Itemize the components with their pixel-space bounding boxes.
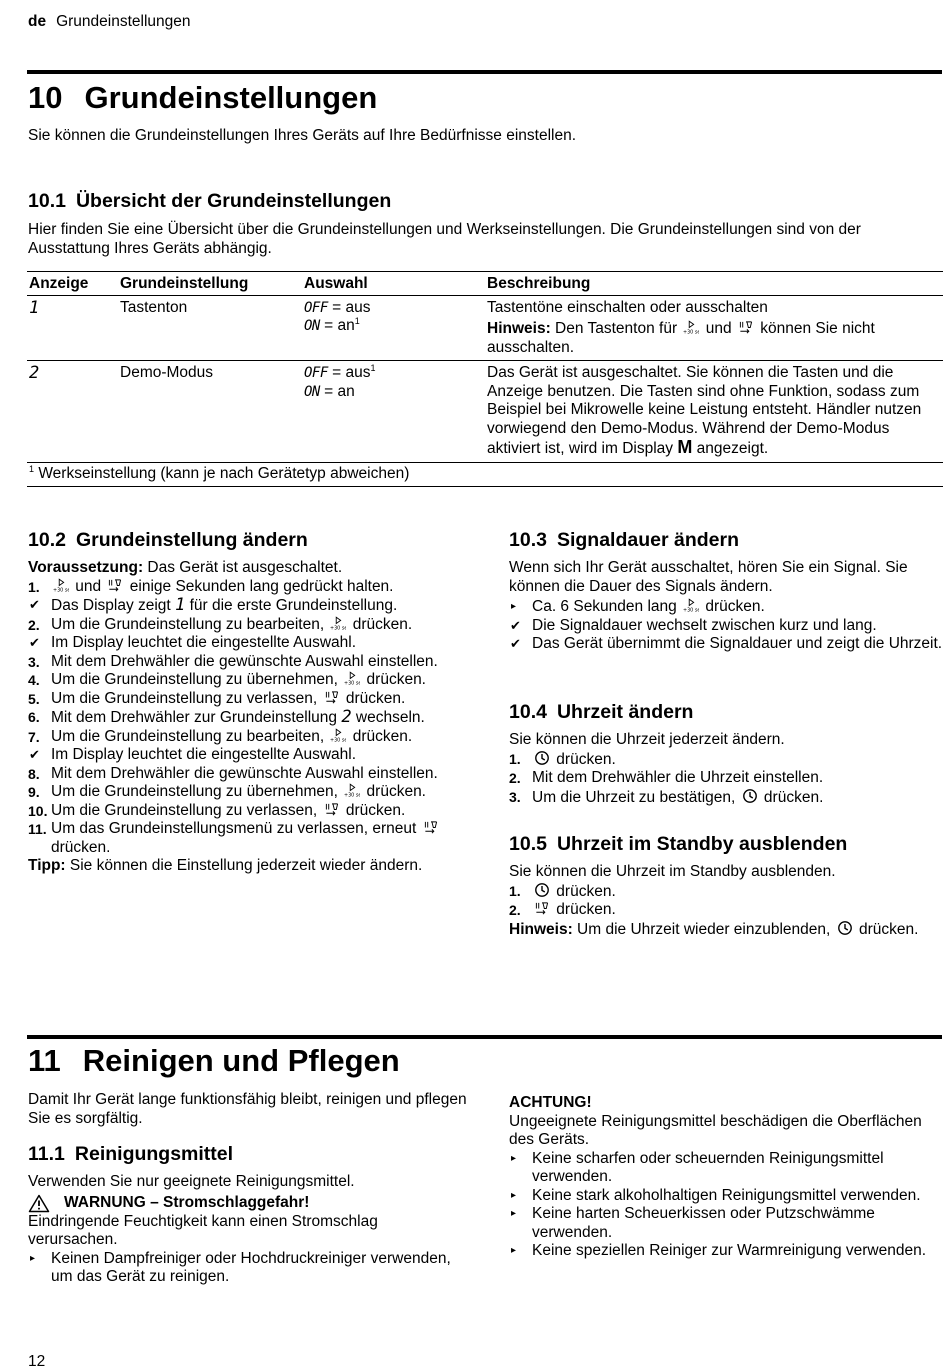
warning-heading (28, 1194, 468, 1213)
table-row (27, 295, 943, 361)
stop-clear-icon (107, 578, 123, 593)
list-item-text: Die Signaldauer wechselt zwischen kurz und lang. (532, 616, 877, 634)
section-title: Übersicht der Grundeinstellungen (75, 190, 392, 212)
list-item-text: Um die Grundeinstellung zu verlassen, (51, 801, 322, 819)
start-plus30sec-icon (330, 616, 346, 631)
bullet-triangle-icon: ▸ (511, 1245, 517, 1256)
start-plus30sec-icon (344, 783, 360, 798)
list-marker: ✔ (29, 635, 40, 650)
bullet-triangle-icon: ▸ (30, 1252, 36, 1264)
list-item (509, 769, 945, 788)
list-marker: 2. (509, 770, 521, 786)
hint-text: Um die Uhrzeit wieder einzublenden, (572, 920, 835, 938)
list-item-text: drücken. (552, 901, 616, 918)
section-heading-10-4 (509, 700, 945, 724)
display-code: OFF (304, 299, 328, 316)
table-footnote-row (27, 462, 943, 487)
list-item-text: drücken. (51, 838, 111, 856)
list-item (28, 596, 468, 616)
list-marker: 2. (509, 902, 521, 918)
list-item (509, 1150, 945, 1187)
chapter-number: 10 (28, 80, 63, 115)
section-number: 10.2 (28, 529, 66, 551)
list-item (28, 671, 468, 690)
caution-title: ACHTUNG! (509, 1094, 592, 1111)
section-10-2 (28, 528, 468, 876)
start-plus30sec-icon (344, 671, 360, 686)
option-text: = aus (327, 298, 371, 316)
list-marker: 1. (28, 578, 40, 595)
display-code: 1 (29, 297, 40, 318)
display-code: ON (304, 318, 320, 334)
list-item-text: für die erste Grundeinstellung. (185, 597, 398, 614)
bullet-triangle-icon: ▸ (511, 1208, 517, 1219)
section-number: 10.3 (509, 529, 547, 551)
description-cell (485, 361, 943, 463)
options-cell (302, 295, 485, 361)
header-setting: Grundeinstellung (120, 275, 249, 292)
display-code: 2 (341, 707, 352, 727)
list-item-text: Um die Grundeinstellung zu übernehmen, (51, 671, 343, 688)
list-item (28, 820, 468, 857)
list-marker: 8. (28, 765, 40, 782)
list-marker: ▸ (511, 601, 517, 612)
list-item-text: Mit dem Drehwähler zur Grundeinstellung (51, 709, 342, 726)
steps-list (28, 578, 468, 858)
clock-icon (534, 882, 550, 898)
section-heading-10-5 (509, 832, 945, 856)
list-item-text: drücken. (348, 615, 413, 633)
list-item-text: drücken. (701, 598, 765, 615)
option-text: = aus (327, 364, 371, 381)
list-item-text: drücken. (341, 801, 406, 819)
chapter-rule (27, 70, 942, 74)
caution-list (509, 1150, 945, 1261)
section-heading-11-1 (28, 1142, 468, 1166)
chapter-title (28, 80, 377, 116)
description-cell (485, 295, 943, 361)
list-marker: 1. (509, 882, 521, 899)
setting-name: Demo-Modus (120, 364, 214, 381)
list-item-text: drücken. (362, 783, 426, 800)
caution-text: Ungeeignete Reinigungsmittel beschädigen die Oberflächen des Geräts. (509, 1112, 922, 1148)
display-code: 2 (29, 363, 40, 383)
header-display: Anzeige (29, 275, 89, 292)
list-item (509, 882, 945, 902)
list-item (509, 617, 945, 636)
list-item (509, 598, 945, 617)
list-marker: 3. (28, 653, 40, 670)
list-item-text: drücken. (341, 689, 406, 707)
list-item-text: Mit dem Drehwähler die Uhrzeit einstellen. (532, 769, 824, 786)
table-footnote (27, 462, 943, 487)
list-item (509, 1205, 945, 1242)
clock-icon (742, 788, 758, 804)
list-item (509, 635, 945, 654)
list-item-text: Um die Grundeinstellung zu verlassen, (51, 689, 322, 707)
section-10-3 (509, 528, 945, 654)
section-heading-10-2 (28, 528, 468, 552)
list-item (28, 578, 468, 597)
list-item-text: drücken. (362, 671, 426, 688)
section-title: Reinigungsmittel (74, 1143, 234, 1165)
description-text: angezeigt. (692, 440, 769, 457)
clock-icon (837, 920, 853, 936)
precondition-label: Voraussetzung: (28, 559, 144, 576)
list-item-text: wechseln. (351, 709, 425, 726)
list-item (28, 746, 468, 765)
list-marker: ✔ (29, 597, 40, 612)
stop-clear-icon (534, 901, 550, 916)
list-marker: ✔ (510, 636, 521, 651)
section-title: Signaldauer ändern (556, 529, 739, 551)
clock-icon (534, 750, 550, 766)
settings-table (27, 271, 943, 487)
stop-clear-icon (738, 320, 754, 335)
list-item-text: Im Display leuchtet die eingestellte Auswahl. (51, 746, 356, 763)
list-marker: 10. (28, 802, 48, 819)
list-item-text: Um das Grundeinstellungsmenü zu verlassen, erneut (51, 820, 421, 837)
list-item-text: Um die Grundeinstellung zu bearbeiten, (51, 727, 329, 745)
list-item-text: drücken. (552, 882, 616, 900)
list-item-text: einige Sekunden lang gedrückt halten. (125, 577, 394, 595)
list-item (28, 690, 468, 709)
footnote-text: Werkseinstellung (kann je nach Gerätetyp abweichen) (34, 464, 410, 482)
hint (509, 920, 945, 940)
options-cell (302, 361, 485, 463)
option-text: = an (319, 317, 355, 334)
stop-clear-icon (423, 820, 439, 835)
section-intro: Wenn sich Ihr Gerät ausschaltet, hören Sie ein Signal. Sie können die Dauer des Signals ändern. (509, 559, 908, 595)
list-marker: 11. (28, 821, 47, 837)
chapter-number: 11 (28, 1043, 61, 1078)
language-code: de (28, 13, 47, 30)
list-item-text: Keinen Dampfreiniger oder Hochdruckreiniger verwenden, um das Gerät zu reinigen. (51, 1249, 451, 1285)
table-header-row (27, 272, 943, 296)
list-item (28, 1250, 468, 1287)
section-number: 10.4 (509, 701, 547, 723)
steps-list (509, 598, 945, 654)
stop-clear-icon (324, 690, 340, 705)
header-options: Auswahl (304, 275, 368, 292)
list-item-text: drücken. (759, 788, 824, 806)
list-item-text: Keine speziellen Reiniger zur Warmreinigung verwenden. (532, 1242, 927, 1259)
option-text: = an (319, 382, 355, 400)
list-item-text: und (71, 577, 106, 595)
hint-text: drücken. (854, 920, 919, 938)
list-marker: 5. (28, 690, 40, 707)
list-item (28, 765, 468, 784)
list-item-text: Ca. 6 Sekunden lang (532, 598, 682, 615)
list-item (509, 901, 945, 920)
display-code: ON (304, 383, 320, 400)
section-number: 10.5 (509, 833, 547, 855)
list-marker: ✔ (510, 617, 521, 633)
list-marker: 1. (509, 750, 521, 767)
hint-text: und (701, 320, 736, 337)
hint-label: Hinweis: (487, 320, 551, 337)
list-item-text: Mit dem Drehwähler die gewünschte Auswahl einstellen. (51, 764, 438, 782)
chapter-title-text: Grundeinstellungen (84, 80, 378, 115)
section-10-4 (509, 700, 945, 807)
list-item-text: Mit dem Drehwähler die gewünschte Auswahl einstellen. (51, 652, 438, 670)
list-item (28, 802, 468, 821)
section-intro: Sie können die Uhrzeit im Standby ausblenden. (509, 863, 836, 880)
list-item (28, 634, 468, 653)
start-plus30sec-icon (683, 598, 699, 613)
warning-title: WARNUNG – Stromschlaggefahr! (64, 1193, 310, 1211)
chapter-rule (27, 1035, 942, 1039)
list-marker: 2. (28, 616, 40, 633)
list-item (28, 783, 468, 802)
table-row (27, 361, 943, 463)
list-marker: ✔ (29, 747, 40, 762)
section-intro: Sie können die Uhrzeit jederzeit ändern. (509, 731, 785, 748)
tip-text: Sie können die Einstellung jederzeit wieder ändern. (65, 857, 423, 874)
list-item-text: Um die Grundeinstellung zu übernehmen, (51, 783, 343, 800)
list-item (509, 1187, 945, 1206)
list-item (509, 1242, 945, 1261)
tip-label: Tipp: (28, 857, 66, 874)
list-item (509, 788, 945, 808)
list-item-text: Das Display zeigt (51, 597, 176, 614)
section-title: Grundeinstellung ändern (75, 529, 308, 551)
display-symbol-m: M (677, 437, 693, 457)
setting-name: Tastenton (120, 298, 188, 316)
section-title: Uhrzeit im Standby ausblenden (556, 833, 848, 855)
footnote-marker: 1 (29, 463, 35, 474)
list-item (28, 708, 468, 728)
start-plus30sec-icon (683, 320, 699, 335)
list-item-text: Um die Grundeinstellung zu bearbeiten, (51, 615, 329, 633)
hint-label: Hinweis: (509, 920, 573, 938)
footnote-marker: 1 (370, 363, 376, 373)
steps-list (509, 750, 945, 808)
steps-list (509, 882, 945, 920)
section-title: Uhrzeit ändern (556, 701, 694, 723)
section-heading-10-1 (28, 189, 391, 213)
bullet-triangle-icon: ▸ (511, 1189, 517, 1201)
header-description: Beschreibung (487, 275, 591, 292)
list-item-text: Keine harten Scheuerkissen oder Putzschwämme verwenden. (532, 1205, 875, 1241)
start-plus30sec-icon (330, 728, 346, 743)
list-item (509, 750, 945, 770)
list-marker: 3. (509, 788, 521, 805)
chapter-title (28, 1043, 400, 1079)
list-item-text: Um die Uhrzeit zu bestätigen, (532, 788, 740, 806)
list-marker: 9. (28, 784, 40, 800)
list-item-text: Das Gerät übernimmt die Signaldauer und zeigt die Uhrzeit. (532, 635, 943, 652)
hint-text: Den Tastenton für (550, 320, 682, 337)
footnote-marker: 1 (354, 316, 360, 326)
section-number: 11.1 (28, 1143, 65, 1165)
bullet-triangle-icon: ▸ (511, 1152, 517, 1164)
list-item-text: Im Display leuchtet die eingestellte Auswahl. (51, 634, 356, 651)
hint-text: können Sie nicht ausschalten. (487, 320, 875, 356)
section-11-1 (28, 1091, 468, 1287)
warning-text: Eindringende Feuchtigkeit kann einen Stromschlag verursachen. (28, 1212, 378, 1248)
page-number: 12 (28, 1353, 46, 1370)
running-header (28, 13, 191, 32)
list-marker: 6. (28, 709, 40, 725)
list-item (28, 728, 468, 747)
start-plus30sec-icon (53, 578, 69, 593)
section-intro: Verwenden Sie nur geeignete Reinigungsmittel. (28, 1173, 355, 1190)
section-heading-10-3 (509, 528, 945, 552)
list-item-text: Keine stark alkoholhaltigen Reinigungsmittel verwenden. (532, 1186, 921, 1204)
chapter-title-text: Reinigen und Pflegen (82, 1043, 400, 1078)
section-10-5 (509, 832, 945, 939)
section-number: 10.1 (28, 190, 66, 212)
precondition-text: Das Gerät ist ausgeschaltet. (143, 559, 343, 576)
section-intro: Hier finden Sie eine Übersicht über die Grundeinstellungen und Werkseinstellungen. Die Grundeinstellungen sind von der Ausstattung Ihres Geräts abhängig. (28, 221, 861, 257)
list-item (28, 653, 468, 672)
chapter-intro: Damit Ihr Gerät lange funktionsfähig bleibt, reinigen und pflegen Sie es sorgfältig. (28, 1091, 467, 1127)
description-text: Tastentöne einschalten oder ausschalten (487, 298, 768, 316)
list-item (28, 616, 468, 635)
display-code: OFF (304, 365, 328, 381)
warning-triangle-icon (28, 1194, 50, 1213)
list-item-text: drücken. (348, 727, 413, 745)
running-header-section: Grundeinstellungen (56, 13, 191, 30)
precondition (28, 559, 468, 578)
description-text: Das Gerät ist ausgeschaltet. Sie können die Tasten und die Anzeige benutzen. Die Tasten sind ohne Funktion, sodass zum Beispiel bei Mikrowelle keine Leistung entsteht. Händler nutzen vorwiegend den Demo-Modus. Während der Demo-Modus aktiviert ist, wird im Display (487, 364, 922, 457)
list-marker: 4. (28, 672, 40, 688)
list-item-text: drücken. (552, 750, 616, 768)
display-code: 1 (175, 595, 186, 615)
chapter-intro: Sie können die Grundeinstellungen Ihres Geräts auf Ihre Bedürfnisse einstellen. (28, 127, 577, 144)
stop-clear-icon (324, 802, 340, 817)
tip (28, 857, 468, 876)
caution-box (509, 1094, 945, 1261)
list-marker: 7. (28, 728, 40, 745)
list-item-text: Keine scharfen oder scheuernden Reinigungsmittel verwenden. (532, 1149, 884, 1185)
